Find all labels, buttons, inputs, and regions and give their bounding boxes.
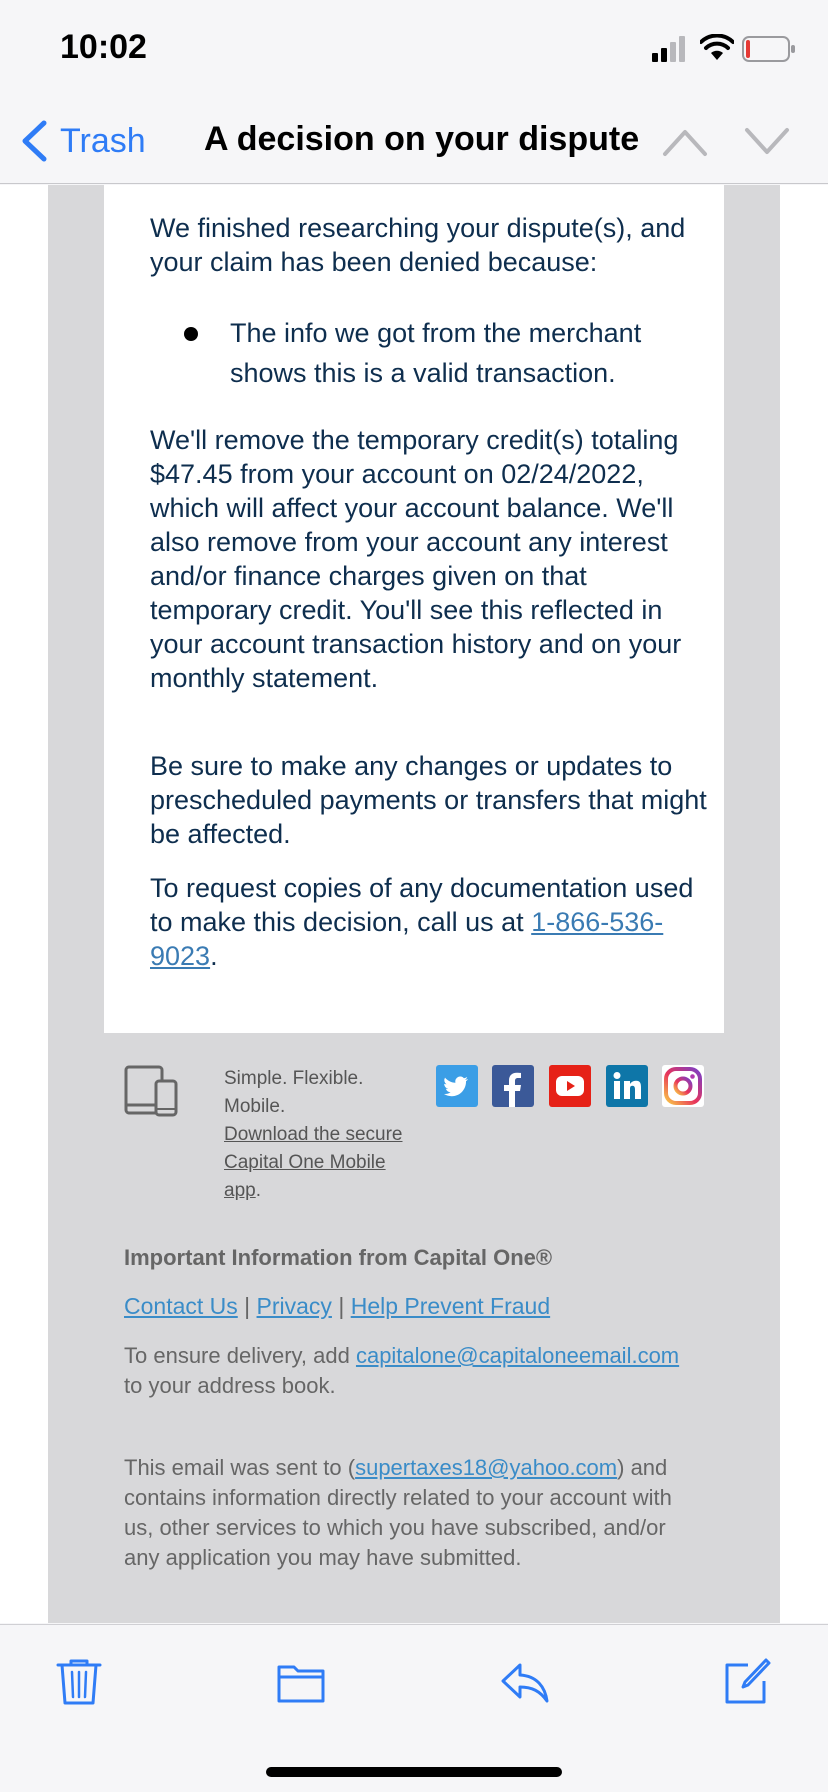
move-to-folder-button[interactable] <box>276 1657 326 1707</box>
documentation-paragraph <box>150 871 710 973</box>
instagram-icon[interactable] <box>662 1065 704 1107</box>
bottom-toolbar <box>0 1624 828 1792</box>
capital-one-email-link[interactable]: capitalone@capitaloneemail.com <box>355 1343 680 1368</box>
linkedin-icon[interactable] <box>606 1065 648 1107</box>
payments-paragraph: Be sure to make any changes or updates to prescheduled payments or transfers that might be affected. <box>150 751 707 849</box>
tagline-line-2: Mobile. <box>224 1096 286 1117</box>
link-separator: | <box>331 1293 351 1319</box>
credit-paragraph: We'll remove the temporary credit(s) totaling $47.45 from your account on 02/24/2022, which will affect your account balance. We'll also remove from your account any interest and/or finance charges given on that temporary credit. You'll see this reflected in your account transaction history and on your monthly statement. <box>150 425 682 693</box>
help-prevent-fraud-link[interactable]: Help Prevent Fraud <box>350 1293 551 1319</box>
email-frame <box>48 185 780 1623</box>
compose-icon <box>722 1657 772 1707</box>
facebook-icon[interactable] <box>492 1065 534 1107</box>
chevron-up-icon <box>662 124 708 160</box>
download-app-link[interactable]: Download the secure Capital One Mobile app <box>224 1124 403 1201</box>
nav-bar <box>0 100 828 184</box>
mobile-devices-icon <box>124 1065 178 1117</box>
documentation-text: To request copies of any documentation used to make this decision, call us at <box>150 873 694 937</box>
status-time: 10:02 <box>60 28 147 66</box>
denial-reason: The info we got from the merchant shows this is a valid transaction. <box>230 318 642 388</box>
reply-button[interactable] <box>500 1657 550 1707</box>
contact-us-link[interactable]: Contact Us <box>124 1293 238 1319</box>
back-label: Trash <box>60 121 146 160</box>
privacy-link[interactable]: Privacy <box>256 1293 332 1319</box>
battery-icon <box>742 36 796 62</box>
email-message-card <box>104 185 724 1033</box>
home-indicator[interactable] <box>266 1767 562 1777</box>
download-suffix: . <box>255 1180 261 1201</box>
intro-paragraph: We finished researching your dispute(s), and your claim has been denied because: <box>150 213 686 277</box>
reply-icon <box>500 1657 550 1707</box>
wifi-icon <box>700 34 734 62</box>
trash-icon <box>54 1657 104 1707</box>
sent-suffix: ) and contains information directly related to your account with us, other services to which you have subscribed, and/or any application you may have submitted. <box>124 1455 672 1570</box>
sent-prefix: This email was sent to ( <box>124 1455 356 1480</box>
recipient-email-link[interactable]: supertaxes18@yahoo.com <box>355 1455 618 1480</box>
delivery-suffix: to your address book. <box>124 1373 336 1398</box>
footer-heading: Important Information from Capital One® <box>124 1245 553 1270</box>
folder-icon <box>276 1657 326 1707</box>
recipient-notice <box>124 1453 694 1573</box>
email-body[interactable] <box>0 185 828 1623</box>
chevron-down-icon <box>744 124 790 160</box>
chevron-left-icon <box>20 120 48 162</box>
phone-link[interactable]: 1-866-536-9023 <box>150 907 664 971</box>
delivery-prefix: To ensure delivery, add <box>124 1343 356 1368</box>
next-message-button[interactable] <box>744 124 790 160</box>
footer-links <box>124 1293 550 1320</box>
compose-button[interactable] <box>722 1657 772 1707</box>
signal-icon <box>652 36 688 62</box>
back-button[interactable] <box>20 118 146 164</box>
mobile-app-promo <box>224 1065 424 1205</box>
status-bar <box>0 0 828 100</box>
list-item <box>184 313 684 393</box>
delivery-notice <box>124 1341 694 1401</box>
link-separator: | <box>237 1293 257 1319</box>
tagline-line-1: Simple. Flexible. <box>224 1068 364 1089</box>
documentation-suffix: . <box>210 941 218 971</box>
bullet-dot <box>184 327 198 341</box>
email-subject-title: A decision on your dispute <box>204 120 640 158</box>
twitter-icon[interactable] <box>436 1065 478 1107</box>
youtube-icon[interactable] <box>549 1065 591 1107</box>
previous-message-button[interactable] <box>662 124 708 160</box>
delete-button[interactable] <box>54 1657 104 1707</box>
